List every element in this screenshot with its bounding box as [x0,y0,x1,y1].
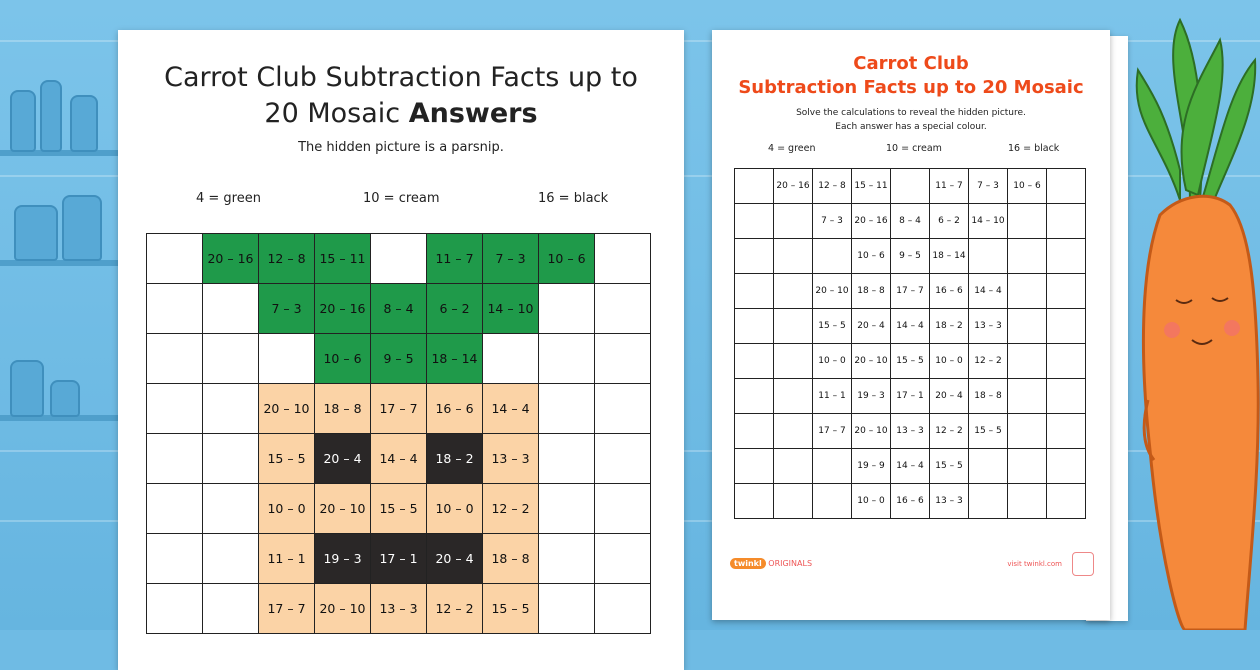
mosaic-cell [735,204,774,239]
mosaic-cell [539,484,595,534]
mosaic-cell [1008,449,1047,484]
mosaic-cell [203,284,259,334]
mosaic-cell: 19 – 3 [852,379,891,414]
mosaic-cell [735,344,774,379]
mosaic-cell: 14 – 10 [969,204,1008,239]
instructions [712,106,1110,134]
title-line-1: Carrot Club Subtraction Facts up to [164,62,638,93]
mosaic-cell [147,484,203,534]
mosaic-cell [147,334,203,384]
mosaic-cell [1047,239,1086,274]
mosaic-cell: 12 – 2 [483,484,539,534]
mosaic-cell: 20 – 4 [427,534,483,584]
grid-row [735,239,1086,274]
mosaic-cell [735,484,774,519]
mosaic-cell: 15 – 5 [483,584,539,634]
mosaic-cell [774,484,813,519]
mosaic-cell [539,584,595,634]
key-green: 4 = green [768,143,816,154]
grid-row [735,309,1086,344]
mosaic-cell [891,169,930,204]
instruction-line-1: Solve the calculations to reveal the hidden picture. [796,108,1026,118]
mosaic-cell: 10 – 0 [813,344,852,379]
mosaic-cell: 10 – 0 [427,484,483,534]
mosaic-cell: 10 – 6 [539,234,595,284]
mosaic-cell [203,584,259,634]
mosaic-cell: 10 – 6 [852,239,891,274]
mosaic-cell: 17 – 1 [891,379,930,414]
mosaic-cell: 15 – 5 [813,309,852,344]
grid-row [735,379,1086,414]
mosaic-cell [595,334,651,384]
mosaic-cell: 10 – 6 [1008,169,1047,204]
mosaic-cell: 18 – 2 [427,434,483,484]
mosaic-cell: 7 – 3 [813,204,852,239]
mosaic-cell: 20 – 4 [315,434,371,484]
answers-sheet [118,30,684,670]
grid-row [735,484,1086,519]
mosaic-cell [969,449,1008,484]
mosaic-cell: 20 – 16 [852,204,891,239]
mosaic-cell [147,434,203,484]
mosaic-cell: 14 – 4 [969,274,1008,309]
mosaic-cell [1047,449,1086,484]
mosaic-cell: 20 – 16 [774,169,813,204]
mosaic-cell [595,434,651,484]
grid-row [147,384,651,434]
mosaic-cell [539,334,595,384]
grid-row [735,169,1086,204]
mosaic-cell: 14 – 4 [371,434,427,484]
answers-sheet-title [118,60,684,132]
mosaic-cell: 18 – 14 [930,239,969,274]
grid-row [147,584,651,634]
mosaic-cell [203,434,259,484]
grid-row [735,274,1086,309]
mosaic-cell: 15 – 11 [315,234,371,284]
mosaic-cell [735,414,774,449]
mosaic-cell [1008,414,1047,449]
mosaic-cell [774,239,813,274]
mosaic-cell: 18 – 8 [315,384,371,434]
mosaic-cell: 13 – 3 [371,584,427,634]
mosaic-cell [1047,414,1086,449]
mosaic-cell: 12 – 2 [969,344,1008,379]
mosaic-cell [774,379,813,414]
mosaic-cell: 11 – 1 [259,534,315,584]
mosaic-cell: 19 – 3 [315,534,371,584]
mosaic-cell [1047,274,1086,309]
mosaic-cell: 18 – 8 [852,274,891,309]
mosaic-cell [774,414,813,449]
title-line-1: Carrot Club [853,53,969,74]
bottle-decoration [70,95,98,152]
mosaic-cell [203,334,259,384]
bottle-decoration [10,360,44,417]
mosaic-cell: 8 – 4 [891,204,930,239]
title-line-2: 20 Mosaic Answers [264,98,538,129]
mosaic-cell [1047,344,1086,379]
mosaic-cell [1047,204,1086,239]
mosaic-cell [1008,274,1047,309]
mosaic-cell [1008,484,1047,519]
mosaic-cell: 17 – 1 [371,534,427,584]
mosaic-cell: 12 – 2 [930,414,969,449]
footer-url: visit twinkl.com [1007,560,1062,568]
mosaic-cell: 10 – 6 [315,334,371,384]
mosaic-cell [595,284,651,334]
mosaic-cell: 11 – 7 [930,169,969,204]
mosaic-cell: 20 – 10 [315,584,371,634]
mosaic-cell [1047,309,1086,344]
twinkl-logo: twinkl ORIGINALS [730,558,812,569]
mosaic-cell: 18 – 14 [427,334,483,384]
mosaic-cell [735,449,774,484]
mosaic-cell [813,484,852,519]
mosaic-cell: 7 – 3 [969,169,1008,204]
mosaic-cell: 13 – 3 [483,434,539,484]
mosaic-cell [735,239,774,274]
mosaic-cell [774,274,813,309]
mosaic-cell: 17 – 7 [259,584,315,634]
mosaic-cell: 7 – 3 [483,234,539,284]
key-black: 16 = black [1008,143,1060,154]
grid-row [147,234,651,284]
mosaic-cell [735,379,774,414]
mosaic-cell [595,584,651,634]
mosaic-cell [147,234,203,284]
mosaic-cell: 16 – 6 [427,384,483,434]
activity-sheet [712,30,1110,620]
mosaic-cell: 12 – 8 [259,234,315,284]
mosaic-cell: 17 – 7 [813,414,852,449]
mosaic-cell [483,334,539,384]
mosaic-cell: 16 – 6 [930,274,969,309]
key-green: 4 = green [196,191,261,206]
mosaic-cell [1008,379,1047,414]
mosaic-cell [371,234,427,284]
mosaic-cell: 20 – 10 [813,274,852,309]
mosaic-cell: 15 – 5 [969,414,1008,449]
mosaic-cell: 10 – 0 [852,484,891,519]
grid-row [735,414,1086,449]
mosaic-cell [1008,204,1047,239]
mosaic-cell: 6 – 2 [930,204,969,239]
mosaic-cell: 6 – 2 [427,284,483,334]
mosaic-cell [774,204,813,239]
grid-row [147,434,651,484]
mosaic-cell [147,384,203,434]
grid-row [147,284,651,334]
mosaic-cell: 17 – 7 [891,274,930,309]
mosaic-cell: 17 – 7 [371,384,427,434]
mosaic-cell: 8 – 4 [371,284,427,334]
mosaic-cell: 15 – 5 [891,344,930,379]
activity-mosaic-grid [734,168,1086,519]
mosaic-cell: 14 – 10 [483,284,539,334]
mosaic-cell: 10 – 0 [930,344,969,379]
grid-row [147,484,651,534]
mosaic-cell: 13 – 3 [969,309,1008,344]
mosaic-cell: 10 – 0 [259,484,315,534]
mosaic-cell: 9 – 5 [371,334,427,384]
mosaic-cell [1047,484,1086,519]
mosaic-cell: 13 – 3 [891,414,930,449]
key-cream: 10 = cream [363,191,440,206]
mosaic-cell [735,274,774,309]
activity-sheet-title [712,52,1110,100]
mosaic-cell: 18 – 2 [930,309,969,344]
mosaic-cell: 15 – 5 [259,434,315,484]
mosaic-cell [1047,169,1086,204]
mosaic-cell: 16 – 6 [891,484,930,519]
mosaic-cell: 12 – 8 [813,169,852,204]
grid-row [147,334,651,384]
mosaic-cell [774,449,813,484]
mosaic-cell: 14 – 4 [891,309,930,344]
mosaic-cell [735,309,774,344]
mosaic-cell [813,449,852,484]
key-cream: 10 = cream [886,143,942,154]
mosaic-cell [1008,309,1047,344]
bottle-decoration [10,90,36,152]
mosaic-cell [774,344,813,379]
grid-row [147,534,651,584]
mosaic-cell: 11 – 7 [427,234,483,284]
mosaic-cell: 19 – 9 [852,449,891,484]
carrot-character-illustration [1120,0,1260,630]
mosaic-cell [147,284,203,334]
title-line-2: Subtraction Facts up to 20 Mosaic [738,77,1084,98]
mosaic-cell [539,534,595,584]
mosaic-cell [539,384,595,434]
mosaic-cell: 11 – 1 [813,379,852,414]
bottle-decoration [50,380,80,417]
hidden-picture-note: The hidden picture is a parsnip. [298,140,504,155]
mosaic-cell: 20 – 16 [203,234,259,284]
mosaic-cell [595,234,651,284]
grid-row [735,449,1086,484]
mosaic-cell: 13 – 3 [930,484,969,519]
mosaic-cell [203,384,259,434]
mosaic-cell: 20 – 10 [852,344,891,379]
grid-row [735,204,1086,239]
mosaic-cell: 20 – 16 [315,284,371,334]
mosaic-cell: 7 – 3 [259,284,315,334]
mosaic-cell: 20 – 10 [852,414,891,449]
jar-decoration [14,205,58,261]
mosaic-cell [147,534,203,584]
mosaic-cell: 18 – 8 [969,379,1008,414]
mosaic-cell: 20 – 4 [852,309,891,344]
mosaic-cell [595,384,651,434]
mosaic-cell [595,534,651,584]
mosaic-cell [1008,344,1047,379]
mosaic-cell: 14 – 4 [483,384,539,434]
mosaic-cell [969,484,1008,519]
mosaic-cell: 20 – 10 [259,384,315,434]
mosaic-cell [735,169,774,204]
mosaic-cell: 15 – 5 [371,484,427,534]
mosaic-cell [774,309,813,344]
mosaic-cell: 12 – 2 [427,584,483,634]
bottle-decoration [40,80,62,152]
mosaic-cell [1047,379,1086,414]
mosaic-cell: 15 – 5 [930,449,969,484]
mosaic-cell: 18 – 8 [483,534,539,584]
grid-row [735,344,1086,379]
mosaic-cell [595,484,651,534]
mosaic-cell: 14 – 4 [891,449,930,484]
answers-mosaic-grid [146,233,651,634]
mosaic-cell [539,434,595,484]
mosaic-cell: 20 – 4 [930,379,969,414]
mosaic-cell [259,334,315,384]
mosaic-cell [539,284,595,334]
mosaic-cell [203,484,259,534]
mosaic-cell [813,239,852,274]
mosaic-cell [1008,239,1047,274]
instruction-line-2: Each answer has a special colour. [835,122,987,132]
mosaic-cell: 20 – 10 [315,484,371,534]
mosaic-cell [969,239,1008,274]
badge-icon [1072,552,1094,576]
mosaic-cell [203,534,259,584]
key-black: 16 = black [538,191,609,206]
jar-decoration [62,195,102,261]
mosaic-cell: 9 – 5 [891,239,930,274]
mosaic-cell [147,584,203,634]
mosaic-cell: 15 – 11 [852,169,891,204]
